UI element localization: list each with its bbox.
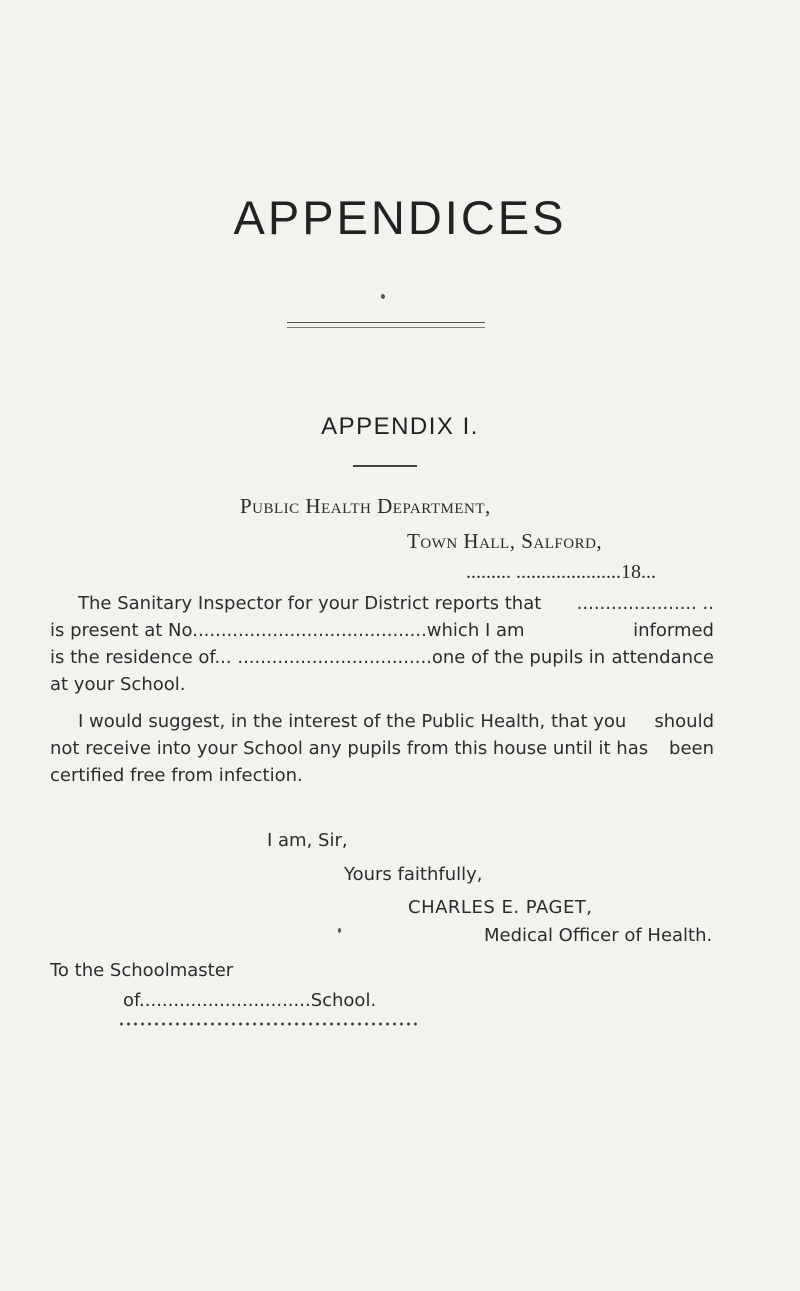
line-text: is present at No.........................................which I am: [50, 620, 525, 641]
line-text: attendance: [611, 647, 714, 668]
paragraph-line: [50, 644, 714, 671]
paragraph-line: [50, 708, 714, 735]
paragraph-line: at your School.: [50, 674, 186, 695]
appendix-title: APPENDIX I.: [321, 413, 479, 440]
ink-speck: [338, 928, 341, 933]
body-paragraph-1: [50, 590, 714, 698]
salutation: I am, Sir,: [267, 830, 348, 851]
valediction: Yours faithfully,: [344, 864, 483, 885]
double-divider: [287, 322, 485, 328]
dotted-fill-line: [118, 1020, 418, 1028]
body-paragraph-2: [50, 708, 714, 789]
line-text: The Sanitary Inspector for your District reports that: [78, 593, 542, 614]
short-divider: [353, 465, 417, 467]
line-text: I would suggest, in the interest of the Public Health, that you: [78, 711, 627, 732]
addressee-school-line: of..............................School.: [123, 990, 377, 1011]
letter-date: ......... .....................18...: [466, 561, 656, 583]
line-text: not receive into your School any pupils from this house until it has: [50, 738, 649, 759]
line-text: been: [669, 738, 714, 759]
line-text: informed: [633, 620, 714, 641]
ink-speck: [381, 294, 385, 299]
paragraph-line: [50, 617, 714, 644]
letterhead-department: Public Health Department,: [240, 494, 491, 518]
signatory-name: CHARLES E. PAGET,: [408, 897, 593, 918]
line-text: should: [654, 711, 714, 732]
paragraph-line: certified free from infection.: [50, 765, 303, 786]
line-text: is the residence of... ..................................one of the pupils in: [50, 647, 606, 668]
paragraph-line: [50, 590, 714, 617]
letterhead-address: Town Hall, Salford,: [407, 529, 603, 553]
signatory-title: Medical Officer of Health.: [484, 925, 713, 946]
page-heading: APPENDICES: [233, 191, 567, 244]
line-text: ..................... ..: [576, 593, 714, 614]
addressee-line: To the Schoolmaster: [50, 960, 234, 981]
paragraph-line: [50, 735, 714, 762]
